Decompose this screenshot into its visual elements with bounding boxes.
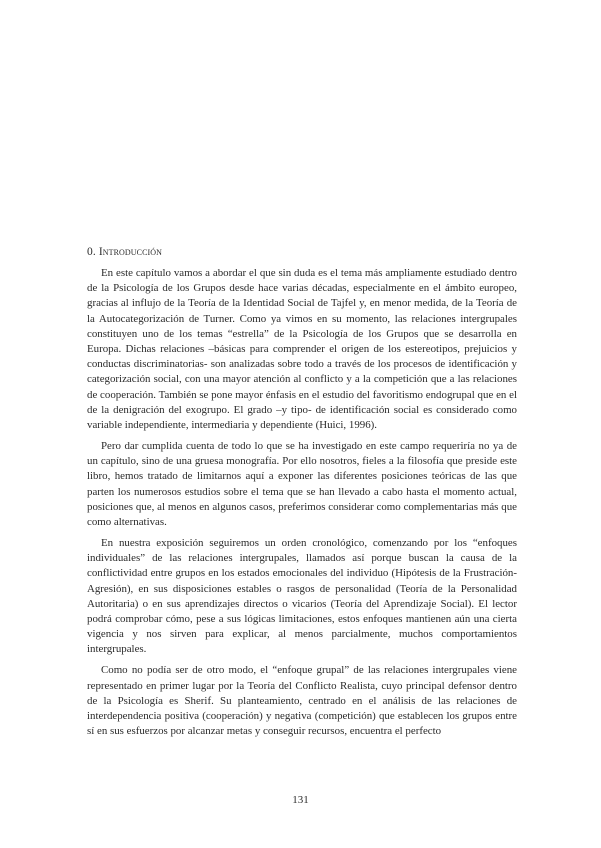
section-title: Introducción — [98, 246, 163, 258]
page-number: 131 — [292, 794, 309, 806]
paragraph: Pero dar cumplida cuenta de todo lo que se ha investigado en este campo requeriría no ya de un capítulo, sino de una gruesa monografía. Por ello nosotros, fieles a la filosofía que preside este libro, hemos tratado de limitarnos aquí a exponer las diferentes posiciones teóricas de las que parten los numerosos estudios sobre el tema que se han llevado a cabo hasta el momento actual, posiciones que, al menos en algunos casos, preferimos considerar como complementarias más que como alternativas. — [87, 440, 517, 529]
section-heading — [87, 245, 517, 259]
section-number: 0. — [87, 246, 96, 258]
paragraph: Como no podía ser de otro modo, el “enfoque grupal” de las relaciones intergrupales viene representado en primer lugar por la Teoría del Conflicto Realista, cuyo principal defensor dentro de la Psicología es Sherif. Su planteamiento, centrado en el análisis de las relaciones de interdependencia positiva (cooperación) y negativa (competición) que establecen los grupos entre sí en sus esfuerzos por alcanzar metas y conseguir recursos, encuentra el perfecto — [87, 664, 517, 738]
body-text — [87, 266, 517, 745]
paragraph: En este capítulo vamos a abordar el que sin duda es el tema más ampliamente estudiado dentro de la Psicología de los Grupos desde hace varias décadas, especialmente en el ámbito europeo, gracias al influjo de la Teoría de la Identidad Social de Tajfel y, en menor medida, de la Teoría de la Autocategorización de Turner. Como ya vimos en su momento, las relaciones intergrupales constituyen uno de los temas “estrella” de la Psicología de los Grupos que se desarrolla en Europa. Dichas relaciones –básicas para comprender el origen de los estereotipos, prejuicios y conductas discriminatorias- son analizadas sobre todo a través de los procesos de identificación y categorización social, con una mayor atención al conflicto y a la competición que a las relaciones de cooperación. También se pone mayor énfasis en el estudio del favoritismo endogrupal que en el de la denigración del exogrupo. El grado –y tipo- de identificación social es considerado como variable independiente, intermediaria y dependiente (Huici, 1996). — [87, 267, 517, 432]
paragraph: En nuestra exposición seguiremos un orden cronológico, comenzando por los “enfoques individuales” de las relaciones intergrupales, llamados así porque buscan la causa de la conflictividad entre grupos en los estados emocionales del individuo (Hipótesis de la Frustración-Agresión), en sus disposiciones estables o rasgos de personalidad (Teoría de la Personalidad Autoritaria) o en sus aprendizajes directos o vicarios (Teoría del Aprendizaje Social). El lector podrá comprobar cómo, pese a sus lógicas limitaciones, estos enfoques mantienen aún una cierta vigencia y nos sirven para explicar, al menos parcialmente, muchos comportamientos intergrupales. — [87, 537, 517, 656]
